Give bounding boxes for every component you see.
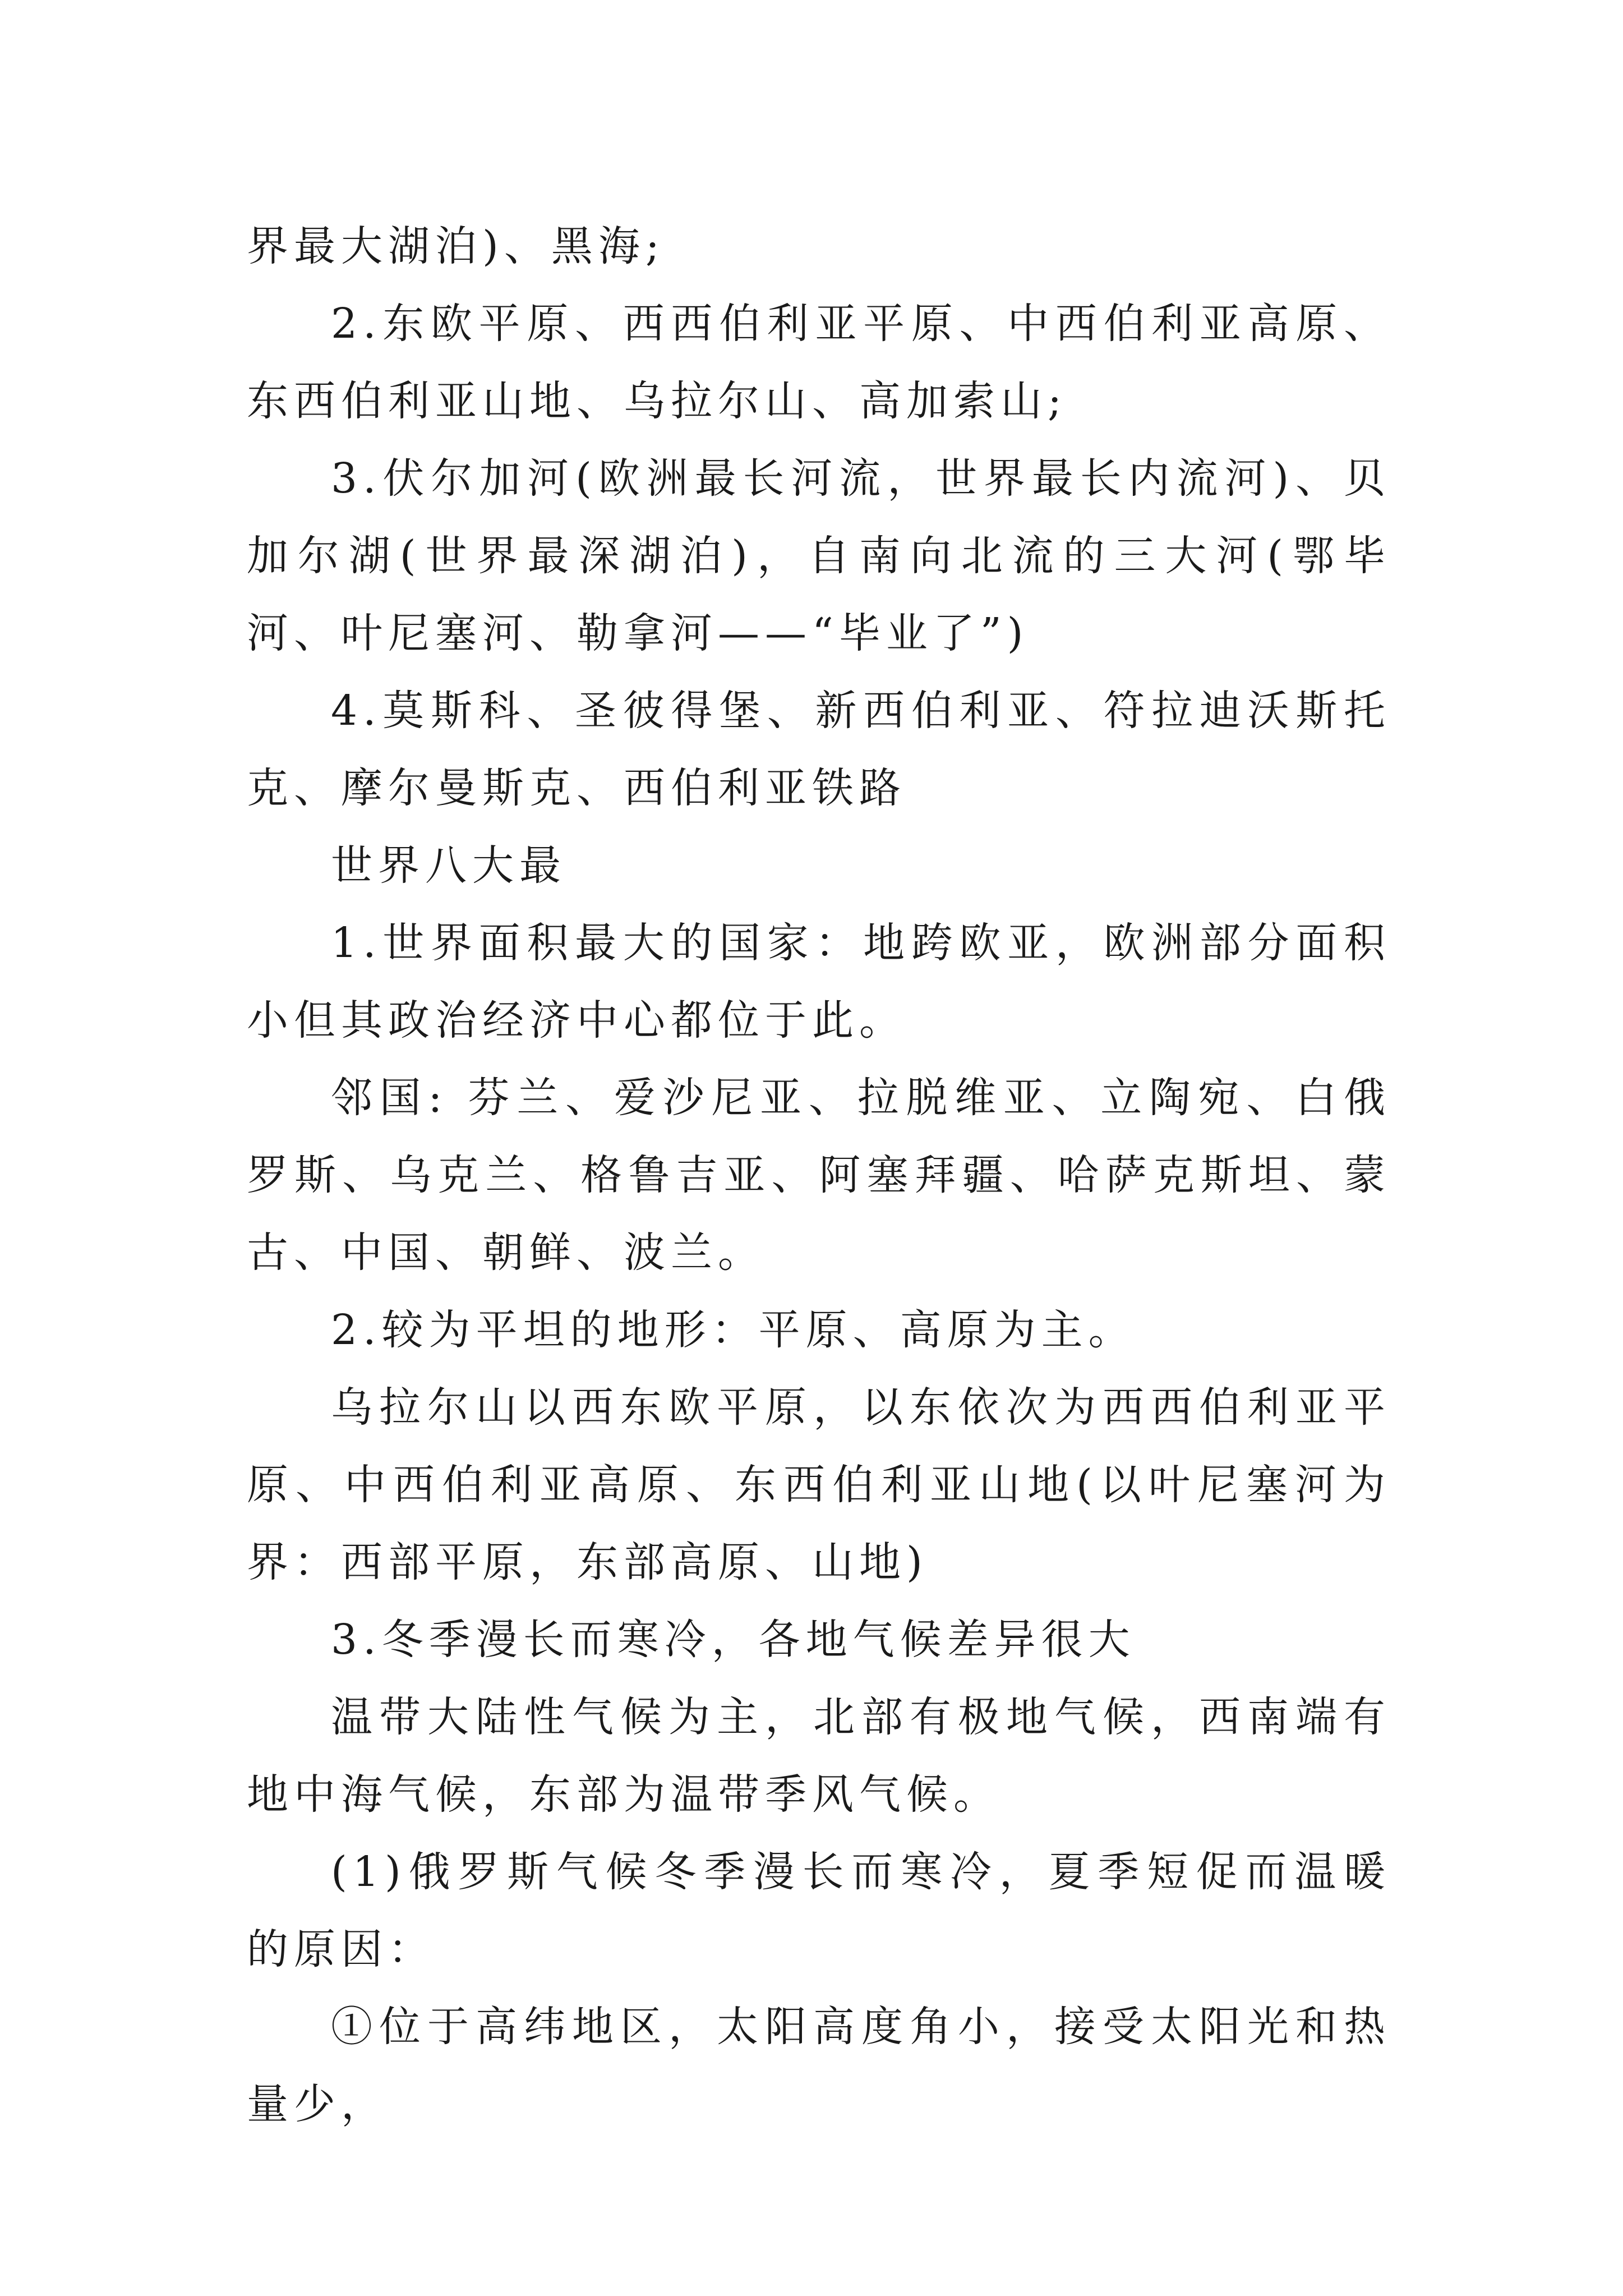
paragraph-8: 2.较为平坦的地形：平原、高原为主。 [331,1306,1136,1354]
section-heading: 世界八大最 [331,841,566,890]
paragraph-12: (1)俄罗斯气候冬季漫长而寒冷，夏季短促而温暖的原因： [247,1848,1391,1973]
document-body [247,208,1391,2143]
paragraph-1: 界最大湖泊)、黑海; [247,222,665,270]
paragraph-4: 4.莫斯科、圣彼得堡、新西伯利亚、符拉迪沃斯托克、摩尔曼斯克、西伯利亚铁路 [247,687,1391,812]
paragraph-9: 乌拉尔山以西东欧平原，以东依次为西西伯利亚平原、中西伯利亚高原、东西伯利亚山地(以叶尼塞河为界：西部平原，东部高原、山地) [247,1383,1391,1586]
paragraph-7: 邻国: 芬兰、爱沙尼亚、拉脱维亚、立陶宛、白俄罗斯、乌克兰、格鲁吉亚、阿塞拜疆、哈萨克斯坦、蒙古、中国、朝鲜、波兰。 [247,1074,1391,1277]
paragraph-6: 1.世界面积最大的国家：地跨欧亚，欧洲部分面积小但其政治经济中心都位于此。 [247,919,1391,1045]
paragraph-13: ①位于高纬地区，太阳高度角小，接受太阳光和热量少， [247,2003,1391,2128]
paragraph-11: 温带大陆性气候为主，北部有极地气候，西南端有地中海气候，东部为温带季风气候。 [247,1693,1391,1819]
paragraph-3: 3.伏尔加河(欧洲最长河流，世界最长内流河)、贝加尔湖(世界最深湖泊)，自南向北流的三大河(鄂毕河、叶尼塞河、勒拿河——“毕业了”) [247,454,1391,657]
paragraph-2: 2.东欧平原、西西伯利亚平原、中西伯利亚高原、东西伯利亚山地、乌拉尔山、高加索山; [247,300,1391,425]
paragraph-10: 3.冬季漫长而寒冷，各地气候差异很大 [331,1616,1136,1664]
